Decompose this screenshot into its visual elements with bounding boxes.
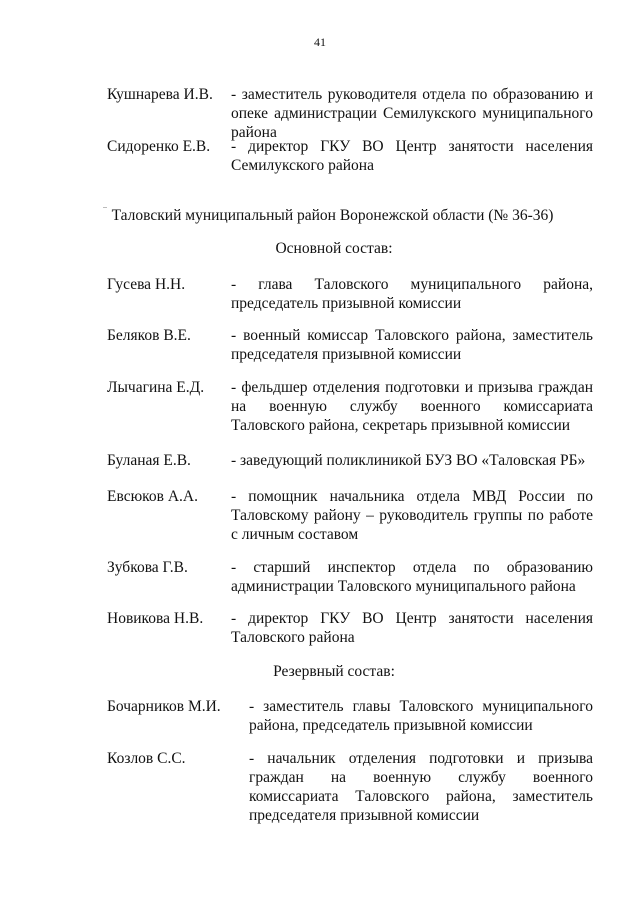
member-name: Евсюков А.А. — [107, 488, 198, 505]
member-name: Зубкова Г.В. — [107, 559, 188, 576]
member-name: Новикова Н.В. — [107, 610, 204, 627]
member-role: - глава Таловского муниципального района, председатель призывной комиссии — [231, 276, 593, 312]
member-role: - старший инспектор отдела по образованию администрации Таловского муниципального района — [231, 559, 593, 595]
member-name: Лычагина Е.Д. — [107, 379, 205, 396]
member-name: Козлов С.С. — [107, 750, 186, 767]
reserve-section-title: Резервный состав: — [273, 663, 395, 680]
member-role: - директор ГКУ ВО Центр занятости населения Семилукского района — [231, 138, 593, 174]
member-role: - помощник начальника отдела МВД России по Таловскому району – руководитель группы по работе с личным составом — [231, 488, 593, 543]
member-name: Гусева Н.Н. — [107, 276, 186, 293]
member-role: - заведующий поликлиникой БУЗ ВО «Таловская РБ» — [231, 452, 586, 469]
member-name: Кушнарева И.В. — [107, 86, 213, 103]
district-title: Таловский муниципальный район Воронежской области (№ 36-36) — [111, 207, 554, 224]
main-section-title: Основной состав: — [275, 240, 393, 257]
member-name: Сидоренко Е.В. — [107, 138, 211, 155]
page-number: 41 — [314, 35, 326, 49]
member-role: - заместитель руководителя отдела по образованию и опеке администрации Семилукского муниципального района — [231, 86, 593, 141]
member-name: Буланая Е.В. — [107, 452, 191, 469]
member-name: Бочарников М.И. — [107, 698, 221, 715]
member-role: - директор ГКУ ВО Центр занятости населения Таловского района — [231, 610, 593, 646]
member-role: - начальник отделения подготовки и призыва граждан на военную службу военного комиссариата Таловского района, заместитель председателя призывной комиссии — [249, 750, 593, 824]
member-role: - заместитель главы Таловского муниципального района, председатель призывной комиссии — [249, 698, 593, 734]
member-role: - военный комиссар Таловского района, заместитель председателя призывной комиссии — [231, 327, 593, 363]
member-role: - фельдшер отделения подготовки и призыва граждан на военную службу военного комиссариата Таловского района, секретарь призывной комиссии — [231, 379, 593, 434]
member-name: Беляков В.Е. — [107, 327, 191, 344]
